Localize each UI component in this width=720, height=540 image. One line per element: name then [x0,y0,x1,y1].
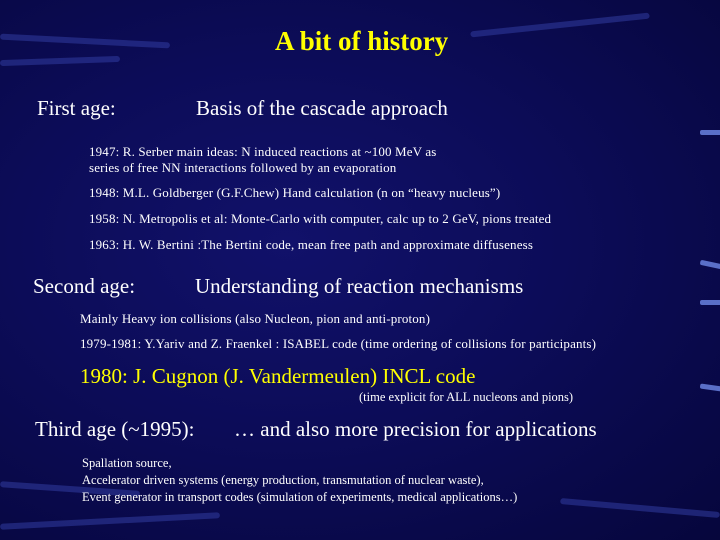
first-age-item: 1958: N. Metropolis et al: Monte-Carlo with computer, calc up to 2 GeV, pions treated [89,211,552,226]
first-age-item: 1963: H. W. Bertini :The Bertini code, mean free path and approximate diffuseness [89,237,534,252]
background-streak [0,34,170,49]
background-edge-mark [700,130,720,135]
third-age-item: Event generator in transport codes (simulation of experiments, medical applications…) [82,490,518,504]
incl-code-highlight: 1980: J. Cugnon (J. Vandermeulen) INCL code [80,364,476,388]
first-age-heading: Basis of the cascade approach [196,96,448,120]
third-age-item: Spallation source, [82,456,172,470]
background-edge-mark [700,383,720,391]
second-age-item: Mainly Heavy ion collisions (also Nucleon, pion and anti-proton) [80,311,431,326]
third-age-item: Accelerator driven systems (energy production, transmutation of nuclear waste), [82,473,484,487]
second-age-heading: Understanding of reaction mechanisms [195,274,524,298]
first-age-item: 1948: M.L. Goldberger (G.F.Chew) Hand calculation (n on “heavy nucleus”) [89,185,501,200]
third-age-heading: … and also more precision for applications [234,417,597,441]
third-age-label: Third age (~1995): [35,417,195,441]
background-streak [0,56,120,66]
slide-title: A bit of history [275,26,449,56]
incl-code-note: (time explicit for ALL nucleons and pions) [359,390,574,404]
first-age-item: 1947: R. Serber main ideas: N induced reactions at ~100 MeV as [89,144,437,159]
background-streak [0,512,220,530]
second-age-item: 1979-1981: Y.Yariv and Z. Fraenkel : ISABEL code (time ordering of collisions for participants) [80,336,597,351]
background-edge-mark [700,260,720,269]
background-edge-mark [700,300,720,305]
first-age-item: series of free NN interactions followed by an evaporation [89,160,397,175]
background-streak [560,498,720,518]
second-age-label: Second age: [33,274,136,298]
first-age-label: First age: [37,96,116,120]
background-streak [470,13,650,38]
